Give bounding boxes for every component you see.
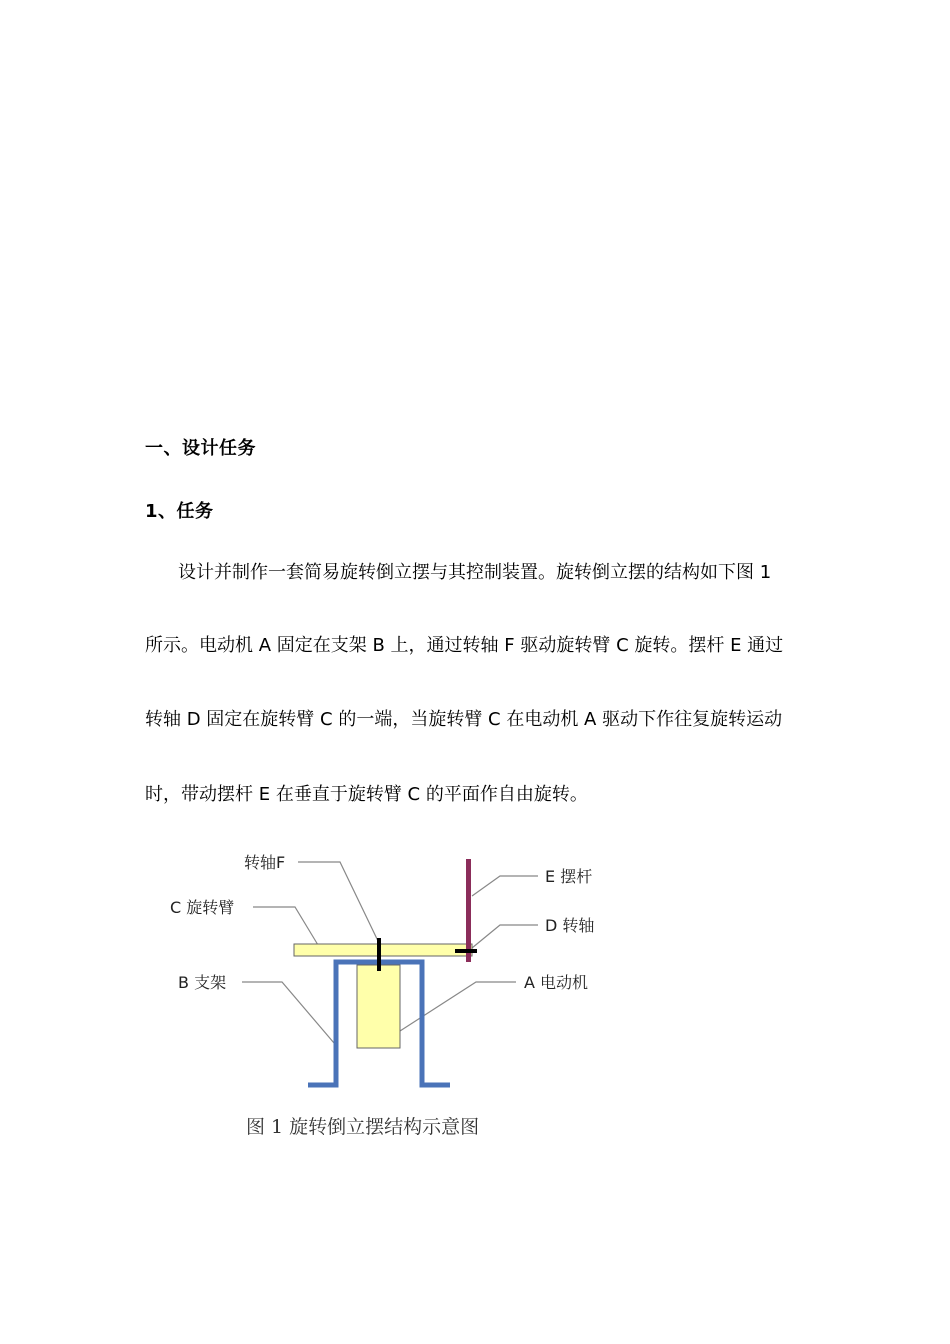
shaft-f-shape xyxy=(377,938,381,971)
leader-shaft-d xyxy=(472,925,538,948)
leader-arm-c xyxy=(253,907,318,945)
paragraph-line-4: 时，带动摆杆 E 在垂直于旋转臂 C 的平面作自由旋转。 xyxy=(145,784,588,805)
leader-support-b xyxy=(242,982,334,1043)
pendulum-structure-figure xyxy=(160,845,620,1145)
leader-shaft-f xyxy=(298,862,378,941)
pendulum-diagram xyxy=(160,845,620,1145)
subsection-heading: 1、任务 xyxy=(145,501,214,522)
label-motor-a: A 电动机 xyxy=(524,973,589,992)
shaft-d-shape xyxy=(455,949,477,953)
leader-motor-a xyxy=(400,982,516,1031)
label-shaft-f: 转轴F xyxy=(244,853,286,872)
pendulum-e-shape xyxy=(466,859,471,962)
leader-pendulum-e xyxy=(472,876,538,896)
section-heading: 一、设计任务 xyxy=(145,438,256,459)
motor-a-shape xyxy=(357,965,400,1048)
arm-c-shape xyxy=(294,944,472,956)
label-pendulum-e: E 摆杆 xyxy=(545,867,593,886)
label-shaft-d: D 转轴 xyxy=(545,916,595,935)
label-arm-c: C 旋转臂 xyxy=(170,898,235,917)
paragraph-line-1: 设计并制作一套简易旋转倒立摆与其控制装置。旋转倒立摆的结构如下图 1 xyxy=(178,562,772,583)
figure-caption: 图 1 旋转倒立摆结构示意图 xyxy=(246,1116,480,1138)
paragraph-line-2: 所示。电动机 A 固定在支架 B 上，通过转轴 F 驱动旋转臂 C 旋转。摆杆 E 通过 xyxy=(145,635,784,656)
label-support-b: B 支架 xyxy=(178,973,227,992)
paragraph-line-3: 转轴 D 固定在旋转臂 C 的一端，当旋转臂 C 在电动机 A 驱动下作往复旋转运动 xyxy=(145,709,783,730)
